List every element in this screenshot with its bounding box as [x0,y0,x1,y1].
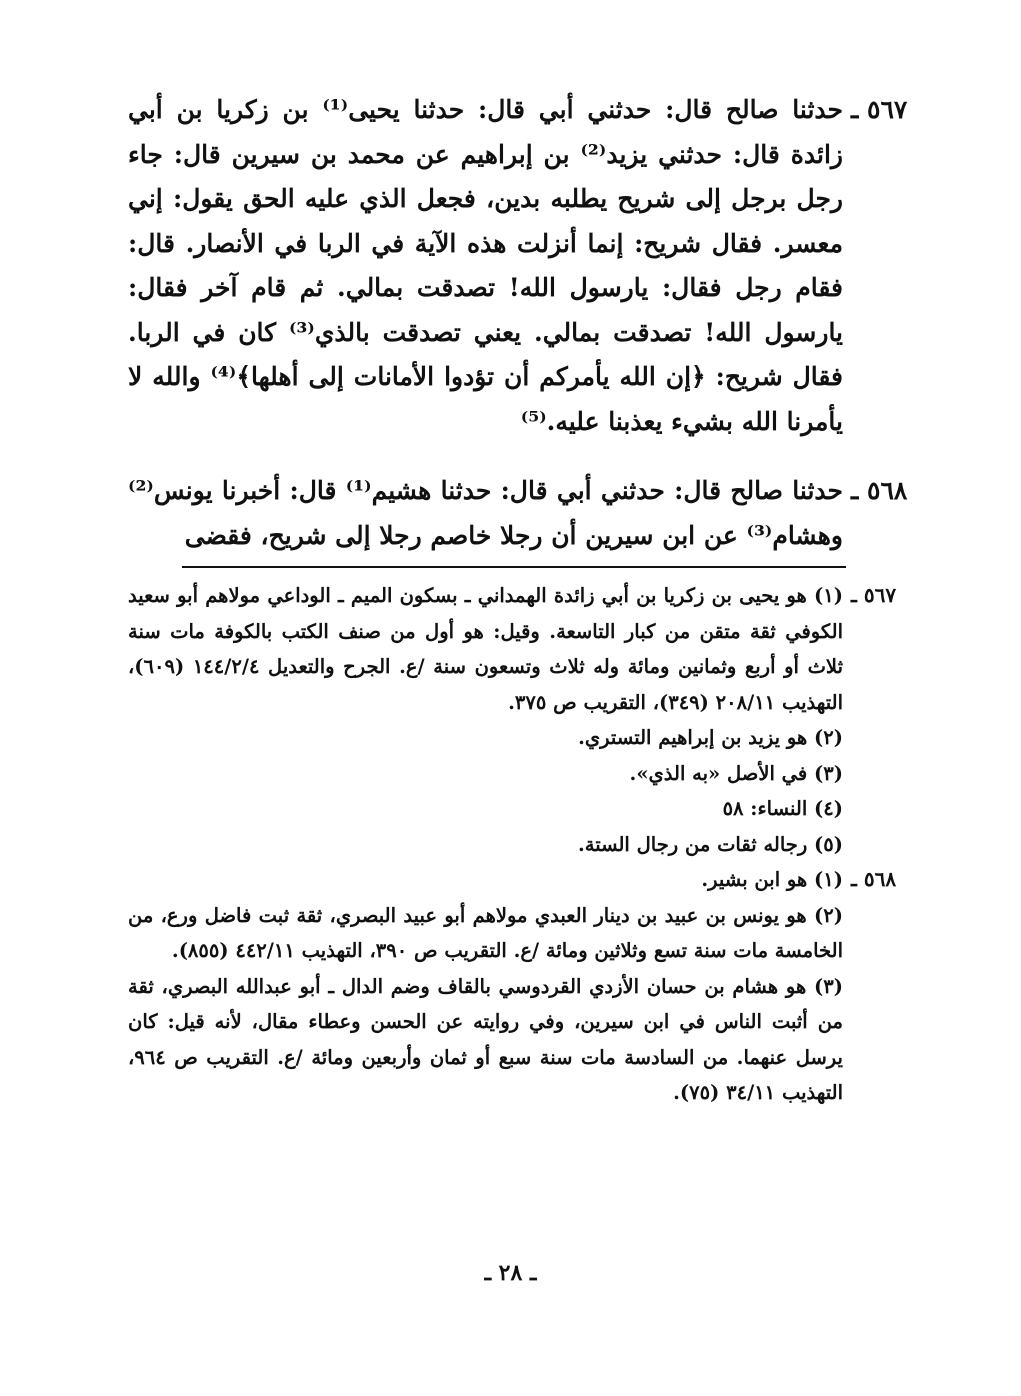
footnote-item: (٥) رجاله ثقات من رجال الستة. [577,832,843,856]
footnote-item: (١) هو يحيى بن زكريا بن أبي زائدة الهمداني ـ بسكون الميم ـ الوداعي مولاهم أبو سعيد الكوفي ثقة متقن من كبار التاسعة. وقيل: هو أول من صنف الكتب بالكوفة مات سنة ثلاث أو أربع وثمانين ومائة وله ثلاث وتسعون سنة /ع. الجرح والتعديل ١٤٤/٢/٤ (٦٠٩)، التهذيب ٢٠٨/١١ (٣٤٩)، التقريب ص ٣٧٥. [128,584,843,714]
footnote-item: (٢) هو يونس بن عبيد بن دينار العبدي مولاهم أبو عبيد البصري، ثقة ثبت فاضل ورع، من الخامسة مات سنة تسع وثلاثين ومائة /ع. التقريب ص ٣٩٠، التهذيب ٤٤٢/١١ (٨٥٥). [128,903,843,962]
hadith-number: ٥٦٧ ـ [851,95,908,124]
hadith-568 [128,469,908,558]
hadith-text: حدثنا صالح قال: حدثني أبي قال: حدثنا هشيم⁽¹⁾ قال: أخبرنا يونس⁽²⁾ وهشام⁽³⁾ عن ابن سيرين أن رجلا خاصم رجلا إلى شريح، فقضى [128,476,843,550]
footnote-item: (٢) هو يزيد بن إبراهيم التستري. [578,726,843,749]
footnote-group-568 [128,862,897,1111]
footnote-item: (١) هو ابن بشير. [701,868,843,891]
footnote-group-number: ٥٦٨ ـ [851,867,897,891]
footnote-item: (٣) هو هشام بن حسان الأزدي القردوسي بالقاف وضم الدال ـ أبو عبدالله البصري، ثقة من أثبت الناس في ابن سيرين، وفي روايته عن الحسن وعطاء مقال، لأنه قيل: كان يرسل عنهما. من السادسة مات سنة سبع أو ثمان وأربعين ومائة /ع. التقريب ص ٩٦٤، التهذيب ٣٤/١١ (٧٥). [128,974,843,1104]
footnotes [128,578,897,1111]
hadith-567 [128,88,908,444]
footnote-item: (٤) النساء: ٥٨ [722,797,843,820]
footnote-item: (٣) في الأصل «به الذي». [629,761,843,785]
footnote-group-number: ٥٦٧ ـ [851,583,897,607]
hadith-number: ٥٦٨ ـ [851,476,908,505]
main-text [128,88,908,558]
page-number: ـ ٢٨ ـ [484,1260,537,1286]
footnote-group-567 [128,578,897,862]
hadith-text: حدثنا صالح قال: حدثني أبي قال: حدثنا يحيى⁽¹⁾ بن زكريا بن أبي زائدة قال: حدثني يزيد⁽²⁾ بن إبراهيم عن محمد بن سيرين قال: جاء رجل برجل إلى شريح يطلبه بدين، فجعل الذي عليه الحق يقول: إني معسر. فقال شريح: إنما أنزلت هذه الآية في الربا في الأنصار. قال: فقام رجل فقال: يارسول الله! تصدقت بمالي. ثم قام آخر فقال: يارسول الله! تصدقت بمالي. يعني تصدقت بالذي⁽³⁾ كان في الربا. فقال شريح: ﴿إن الله يأمركم أن تؤدوا الأمانات إلى أهلها﴾⁽⁴⁾ والله لا يأمرنا الله بشيء يعذبنا عليه.⁽⁵⁾ [128,95,844,436]
footnote-separator [182,566,846,568]
